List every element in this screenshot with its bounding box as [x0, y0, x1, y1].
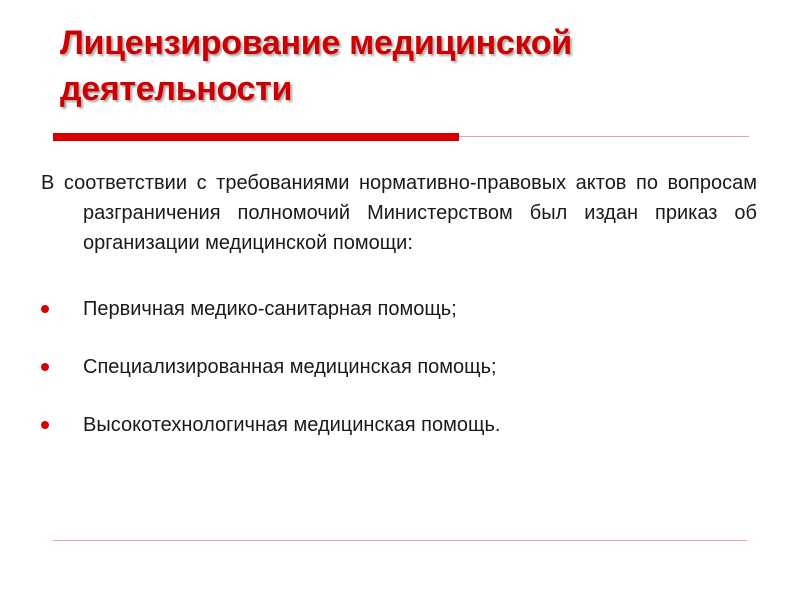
- list-item: [41, 352, 757, 382]
- title-underline-accent: [53, 133, 459, 141]
- bullet-text: Специализированная медицинская помощь;: [83, 356, 497, 378]
- title-underline-thin: [459, 136, 749, 137]
- intro-paragraph: В соответствии с требованиями нормативно-правовых актов по вопросам разграничения полномочий Министерством был издан приказ об организации медицинской помощи:: [41, 172, 757, 254]
- slide-title: Лицензирование медицинской деятельности: [60, 24, 572, 108]
- footer-divider: [53, 540, 747, 541]
- bullet-list: [41, 294, 757, 440]
- bullet-dot-icon: [41, 421, 49, 429]
- list-item: [41, 410, 757, 440]
- bullet-text: Высокотехнологичная медицинская помощь.: [83, 414, 501, 436]
- bullet-text: Первичная медико-санитарная помощь;: [83, 298, 457, 320]
- list-item: [41, 294, 757, 324]
- bullet-dot-icon: [41, 363, 49, 371]
- bullet-dot-icon: [41, 305, 49, 313]
- slide-body: [41, 168, 757, 468]
